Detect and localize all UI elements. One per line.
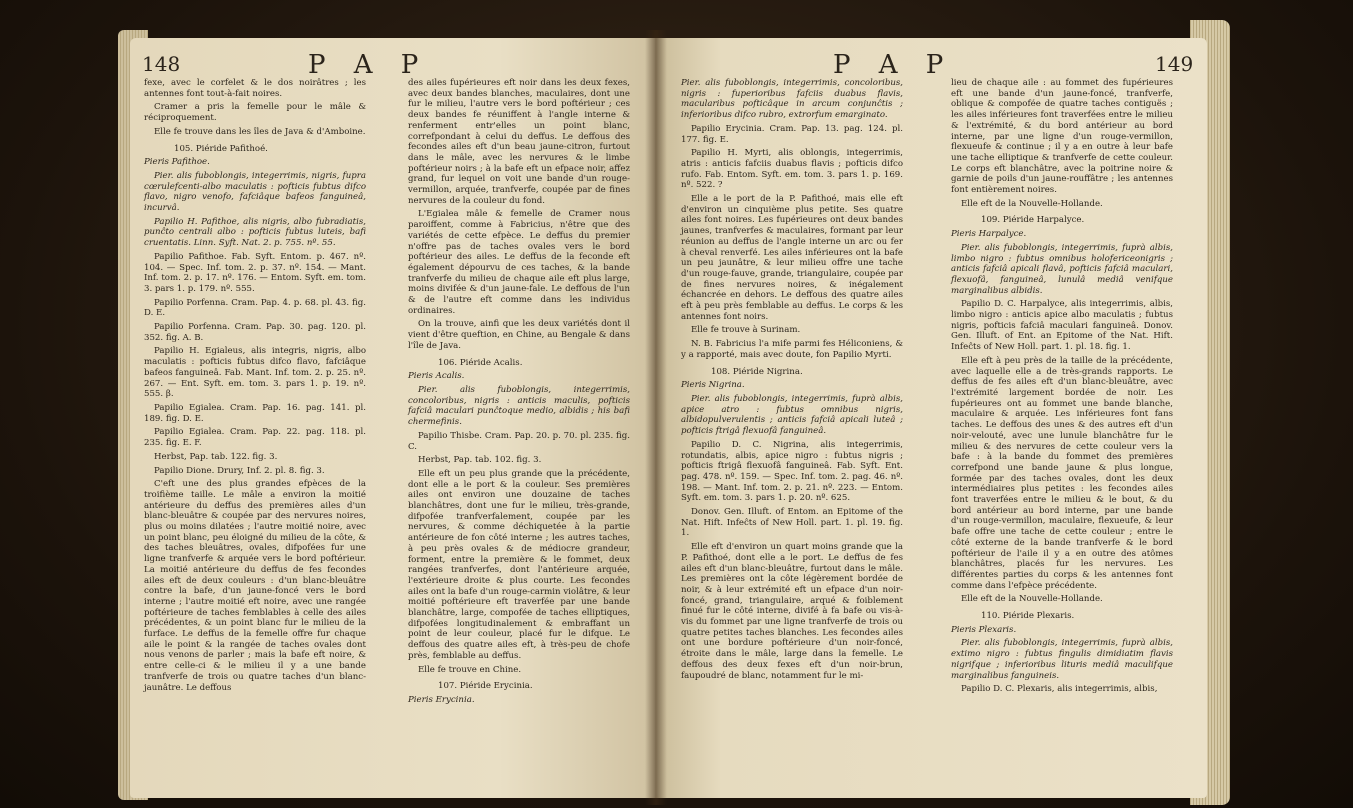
species-heading: 108. Piéride Nigrina. <box>711 366 803 377</box>
paragraph: L'Egialea mâle & femelle de Cramer nous paroiffent, comme à Fabricius, n'être que des variétés de cette efpèce. Le deffus du premier n'offre pas de taches ovales vers le bord poftérieur des ailes. Le deffus de la feconde eft également dépourvu de ces taches, & la bande tranfverfe du milieu de chaque aile eft plus large, moins divifée & d'un jaune-fale. Le deffous de l'un & de l'autre eft comme dans les individus ordinaires. <box>408 209 630 316</box>
paragraph: fexe, avec le corfelet & le dos noirâtres ; les antennes font tout-à-fait noires. <box>144 78 366 99</box>
reference: Papilio Thisbe. Cram. Pap. 20. p. 70. pl. 235. fig. C. <box>408 430 630 452</box>
description: Elle a le port de la P. Pafithoé, mais elle eft d'environ un cinquième plus petite. Ses quatre ailes font noires. Les fupérieures ont deux bandes jaunes, tranfverfes & maculaires, formant par leur réunion au deffus de l'angle interne un arc ou fer à cheval renverfé. Les ailes inférieures ont la bafe un peu jaunâtre, & leur milieu offre une tache d'un rouge-fauve, grande, triangulaire, coupée par de fines nervures noires, & inégalement échancrée en dehors. Le deffous des quatre ailes eft à peu près femblable au deffus. Le corps & les antennes font noirs. <box>681 194 903 322</box>
reference: Papilio D. C. Plexaris, alis integerrimis, albis, <box>961 684 1158 695</box>
species-heading: 107. Piéride Erycinia. <box>438 681 533 692</box>
reference: Herbst, Pap. tab. 102. fig. 3. <box>418 455 542 466</box>
reference: Papilio Dione. Drury, Inf. 2. pl. 8. fig. 3. <box>154 465 325 476</box>
left-page-number: 148 <box>142 52 181 76</box>
species-name: Pieris Nigrina. <box>681 380 745 391</box>
reference: Papilio Egialea. Cram. Pap. 22. pag. 118. pl. 235. fig. E. F. <box>144 427 366 449</box>
reference: Papilio D. C. Nigrina, alis integerrimis, rotundatis, albis, apice nigro : fubtus nigris ; pofticis ftrigâ flexuofâ fanguineâ. Fab. Syft. Ent. pag. 478. nº. 159. — Spec. Inf. tom. 2. pag. 46. nº. 198. — Mant. Inf. tom. 2. p. 21. nº. 223. — Entom. Syft. em. tom. 3. pars 1. p. 20. nº. 625. <box>681 439 903 504</box>
reference: Papilio Erycinia. Cram. Pap. 13. pag. 124. pl. 177. fig. E. <box>681 123 903 145</box>
species-heading: 110. Piéride Plexaris. <box>981 611 1075 622</box>
left-column-2 <box>408 78 630 709</box>
paragraph: Elle fe trouve dans les îles de Java & d'Amboine. <box>154 126 366 137</box>
diagnosis: Pier. alis fuboblongis, integerrimis, concoloribus, nigris : fuperioribus fafciis duabus flavis, macularibus pofticâque in arcum conjunĉtis ; inferioribus difco rubro, extrorfum emarginato. <box>681 78 903 121</box>
paragraph: N. B. Fabricius l'a mife parmi fes Héliconiens, & y a rapporté, mais avec doute, fon Papilio Myrti. <box>681 339 903 360</box>
right-column-1 <box>681 78 903 684</box>
paragraph: Elle fe trouve en Chine. <box>418 664 522 675</box>
species-heading: 109. Piéride Harpalyce. <box>981 215 1085 226</box>
species-heading: 105. Piéride Pafithoé. <box>174 143 268 154</box>
description: C'eft une des plus grandes efpèces de la troifième taille. Le mâle a environ la moitié antérieure du deffus des premières ailes d'un blanc-bleuâtre & coupée par des nervures noires, plus ou moins dilatées ; l'autre moitié noire, avec un point blanc, peu éloigné du milieu de la côte, & des taches bleuâtres, ovales, difpofées fur une ligne tranfverfe & arquée vers le bord poftérieur. La moitié antérieure du deffus de fes fecondes ailes eft de deux couleurs : d'un blanc-bleuâtre contre la bafe, d'un jaune-foncé vers le bord interne ; l'autre moitié eft noire, avec une rangée poftérieure de taches femblables à celle des ailes précédentes, & un point blanc fur le milieu de la furface. Le deffus de la femelle offre fur chaque aile le point & la rangée de taches ovales dont nous venons de parler ; mais la bafe eft noire, & entre celle-ci & le milieu il y a une bande tranfverfe de trois ou quatre taches d'un blanc-jaunâtre. Le deffous <box>144 479 366 693</box>
paragraph: des ailes fupérieures eft noir dans les deux fexes, avec deux bandes blanches, maculaires, dont une fur le milieu, l'autre vers le bord poftérieur ; ces deux bandes fe réuniffent à l'angle interne & renferment entr'elles un point blanc, correfpondant à celui du deffus. Le deffous des fecondes ailes eft d'un beau jaune-citron, furtout dans le mâle, avec les nervures & le limbe poftérieur noirs ; à la bafe eft un efpace noir, affez grand, fur lequel on voit une bande d'un rouge-vermillon, arquée, tranfverfe, coupée par de fines nervures de la couleur du fond. <box>408 78 630 206</box>
description: Elle eft un peu plus grande que la précédente, dont elle a le port & la couleur. Ses premières ailes ont environ une douzaine de taches blanchâtres, dont une fur le milieu, très-grande, difpofée tranfverfalement, coupée par les nervures, & comme déchiquetée à la partie antérieure de fon côté interne ; les autres taches, à peu près ovales & de médiocre grandeur, forment, entre la première & le fommet, deux rangées tranfverfes, dont l'antérieure arquée, l'extérieure droite & plus courte. Les fecondes ailes ont la bafe d'un rouge-carmin violâtre, & leur moitié poftérieure eft traverfée par une bande blanchâtre, large, compofée de taches elliptiques, difpofées longitudinalement & embraffant un point de leur couleur, placé fur le difque. Le deffous des quatre ailes eft, à très-peu de chofe près, femblable au deffus. <box>408 468 630 661</box>
diagnosis: Pier. alis fuboblongis, integerrimis, nigris, fupra cœrulefcenti-albo maculatis : pofticis fubtus difco flavo, nigro venofo, fafciâque bafeos fanguineâ, incurvâ. <box>144 170 366 214</box>
reference: Papilio H. Myrti, alis oblongis, integerrimis, atris : anticis fafciis duabus flavis ; pofticis difco rufo. Fab. Entom. Syft. em. tom. 3. pars 1. p. 169. nº. 522. ? <box>681 148 903 191</box>
book-gutter <box>645 30 667 805</box>
species-name: Pieris Acalis. <box>408 371 465 382</box>
species-name: Pieris Plexaris. <box>951 624 1017 635</box>
reference: Papilio H. Pafithoe, alis nigris, albo fubradiatis, punĉto centrali albo : pofticis fubtus luteis, bafi cruentatis. Linn. Syft. Nat. 2. p. 755. nº. 55. <box>144 216 366 249</box>
species-name: Pieris Harpalyce. <box>951 229 1027 240</box>
left-column-1 <box>144 78 366 696</box>
reference: Papilio Pafithoe. Fab. Syft. Entom. p. 467. nº. 104. — Spec. Inf. tom. 2. p. 37. nº. 154. — Mant. Inf. tom. 2. p. 17. nº. 176. — Entom. Syft. em. tom. 3. pars 1. p. 179. nº. 555. <box>144 251 366 294</box>
diagnosis: Pier. alis fuboblongis, integerrimis, concoloribus, nigris : anticis maculis, pofticis fafciâ maculari punĉtoque medio, albidis ; his bafi chermefinis. <box>408 384 630 428</box>
paragraph: Cramer a pris la femelle pour le mâle & réciproquement. <box>144 102 366 124</box>
reference: Papilio H. Egialeus, alis integris, nigris, albo maculatis : pofticis fubtus difco flavo, fafciâque bafeos fanguineâ. Fab. Mant. Inf. tom. 2. p. 25. nº. 267. — Ent. Syft. em. tom. 3. pars 1. p. 19. nº. 555. β. <box>144 346 366 400</box>
right-page <box>655 38 1207 798</box>
right-page-number: 149 <box>1155 52 1194 76</box>
paragraph: On la trouve, ainfi que les deux variétés dont il vient d'être queftion, en Chine, au Bengale & dans l'île de Java. <box>408 319 630 351</box>
description: Elle eft à peu près de la taille de la précédente, avec laquelle elle a de très-grands rapports. Le deffus de fes ailes eft d'un blanc-bleuâtre, avec l'extrémité largement bordée de noir. Les fupérieures ont au fommet une bande blanche, maculaire & arquée. Les inférieures font fans taches. Le deffous des unes & des autres eft d'un noir-velouté, avec une lunule blanchâtre fur le milieu & des nervures de cette couleur vers la bafe : à la bande du fommet des premières correfpond une bande jaune & plus longue, formée par des taches ovales, dont les deux intermédiaires plus petites : les fecondes ailes font traverfées entre le milieu & le bout, & du bord antérieur au bord interne, par une bande d'un rouge-vermillon, maculaire, flexueufe, & leur bafe offre une tache de cette couleur ; entre le côté externe de la bande tranfverfe & le bord poftérieur de l'aile il y a en outre des atômes blanchâtres, placés fur les nervures. Les différentes parties du corps & les antennes font comme dans l'efpèce précédente. <box>951 355 1173 591</box>
species-name: Pieris Erycinia. <box>408 694 475 705</box>
left-running-header: P A P <box>308 50 429 80</box>
paragraph: lieu de chaque aile : au fommet des fupérieures eft une bande d'un jaune-foncé, tranfverfe, oblique & compofée de quatre taches contiguës ; les ailes inférieures font traverfées entre le milieu & l'extrémité, & du bord antérieur au bord interne, par une ligne d'un rouge-vermillon, flexueufe & continue ; il y a en outre à leur bafe une tache elliptique & tranfverfe de cette couleur. Le corps eft blanchâtre, avec la poitrine noire & garnie de poils d'un jaune-rouffâtre ; les antennes font entièrement noires. <box>951 78 1173 196</box>
diagnosis: Pier. alis fuboblongis, integerrimis, fuprà albis, limbo nigro : fubtus omnibus holofericeonigris ; anticis fafciâ apicali flavâ, pofticis fafciâ maculari, flexuofâ, fanguineâ, lunulâ mediâ venifque marginalibus albidis. <box>951 242 1173 296</box>
left-page <box>130 38 658 798</box>
paragraph: Elle eft de la Nouvelle-Hollande. <box>961 594 1103 605</box>
right-running-header: P A P <box>833 50 954 80</box>
reference: Donov. Gen. Illuft. of Entom. an Epitome of the Nat. Hift. Infeĉts of New Holl. part. 1. pl. 19. fig. 1. <box>681 507 903 539</box>
right-column-2 <box>951 78 1173 698</box>
paragraph: Elle eft de la Nouvelle-Hollande. <box>961 198 1103 209</box>
description: Elle eft d'environ un quart moins grande que la P. Pafithoé, dont elle a le port. Le deffus de fes ailes eft d'un blanc-bleuâtre, furtout dans le mâle. Les premières ont la côte légèrement bordée de noir, & à leur extrémité eft un efpace d'un noir-foncé, grand, triangulaire, arqué & foiblement finué fur le côté interne, divifé à fa bafe ou vis-à-vis du fommet par une ligne tranfverfe de trois ou quatre petites taches blanches. Les fecondes ailes ont une bordure poftérieure d'un noir-foncé, étroite dans le mâle, large dans la femelle. Le deffous des deux fexes eft d'un noir-brun, faupoudré de blanc, notamment fur le mi- <box>681 542 903 681</box>
reference: Papilio Porfenna. Cram. Pap. 4. p. 68. pl. 43. fig. D. E. <box>144 297 366 319</box>
paragraph: Elle fe trouve à Surinam. <box>691 325 801 336</box>
diagnosis: Pier. alis fuboblongis, integerrimis, fuprà albis, extimo nigro : fubtus fingulis dimidiatim flavis nigrifque ; inferioribus lituris mediâ maculifque marginalibus fanguineis. <box>951 638 1173 681</box>
species-name: Pieris Pafithoe. <box>144 157 210 168</box>
reference: Papilio Egialea. Cram. Pap. 16. pag. 141. pl. 189. fig. D. E. <box>144 402 366 424</box>
reference: Papilio D. C. Harpalyce, alis integerrimis, albis, limbo nigro : anticis apice albo maculatis ; fubtus nigris, pofticis fafciâ maculari fanguineâ. Donov. Gen. Illuft. of Ent. an Epitome of the Nat. Hift. Infeĉts of New Holl. part. 1. pl. 18. fig. 1. <box>951 299 1173 353</box>
diagnosis: Pier. alis fuboblongis, integerrimis, fuprà albis, apice atro : fubtus omnibus nigris, albidopulverulentis ; anticis fafciâ apicali luteâ ; pofticis ftrigâ flexuofâ fanguineâ. <box>681 393 903 437</box>
species-heading: 106. Piéride Acalis. <box>438 357 523 368</box>
reference: Papilio Porfenna. Cram. Pap. 30. pag. 120. pl. 352. fig. A. B. <box>144 322 366 343</box>
reference: Herbst, Pap. tab. 122. fig. 3. <box>154 451 278 462</box>
